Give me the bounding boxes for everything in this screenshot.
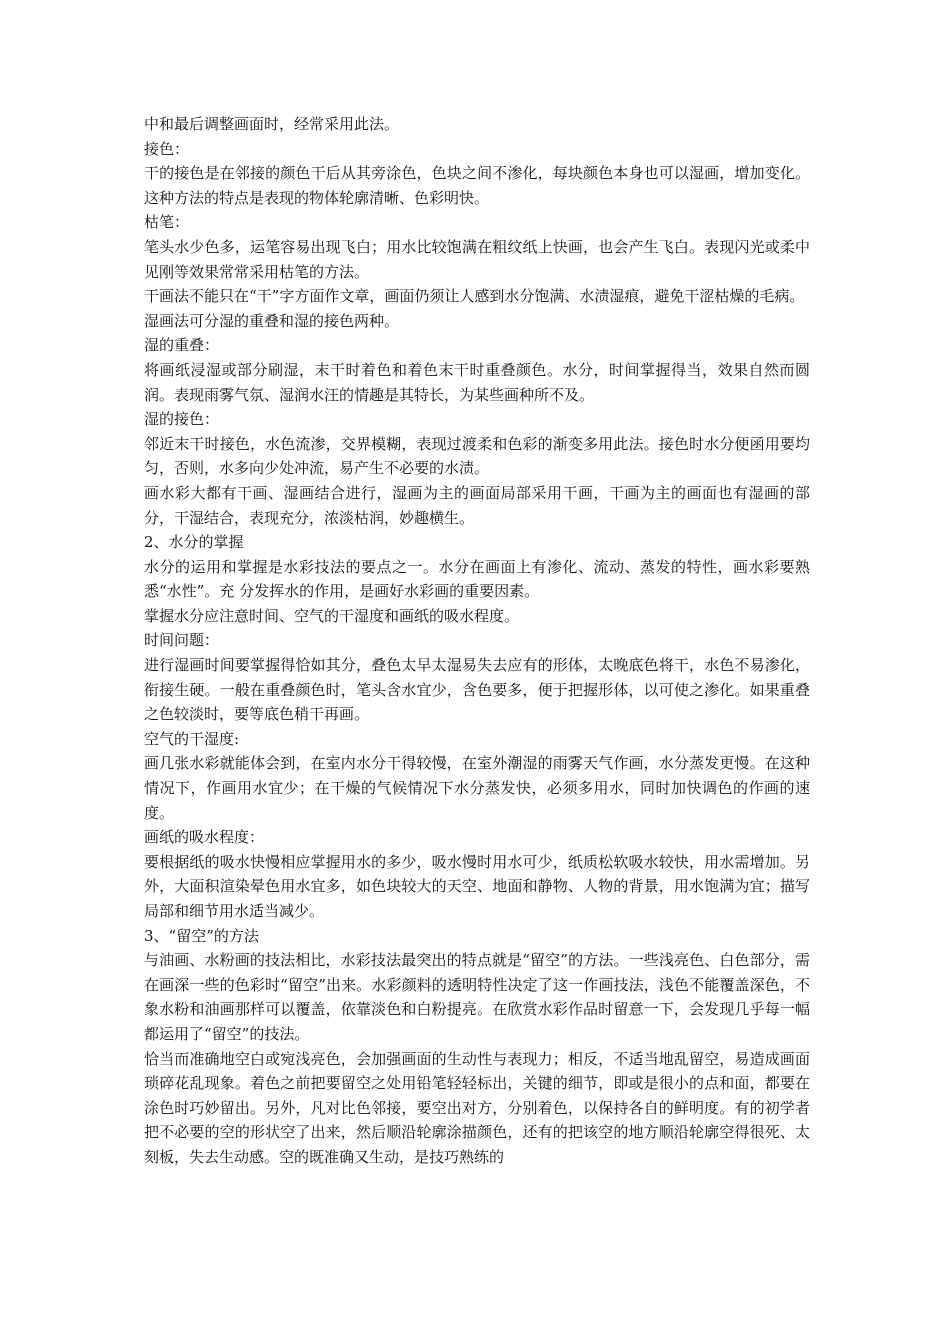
- paragraph: 将画纸浸湿或部分刷湿，末干时着色和着色末干时重叠颜色。水分，时间掌握得当，效果自然而圆润。表现雨雾气氛、湿润水汪的情趣是其特长，为某些画种所不及。: [144, 360, 810, 404]
- paragraph: 画几张水彩就能体会到，在室内水分干得较慢，在室外潮湿的雨雾天气作画，水分蒸发更慢。在这种情况下，作画用水宜少；在干燥的气候情况下水分蒸发快，必须多用水，同时加快调色的作画的速度。: [144, 754, 810, 822]
- paragraph: 邻近末干时接色，水色流渗，交界模糊，表现过渡柔和色彩的渐变多用此法。接色时水分便函用要均匀，否则，水多向少处冲流，易产生不必要的水渍。: [144, 434, 810, 478]
- paragraph: 进行湿画时间要掌握得恰如其分，叠色太早太湿易失去应有的形体，太晚底色将干，水色不易渗化，衔接生硬。一般在重叠颜色时，笔头含水宜少，含色要多，便于把握形体，以可使之渗化。如果重叠之色较淡时，要等底色稍干再画。: [144, 656, 810, 724]
- subheading-huazhi: 画纸的吸水程度：: [144, 828, 265, 847]
- subheading-shijian: 时间问题：: [144, 631, 220, 650]
- section-heading-2: 2、水分的掌握: [144, 533, 244, 552]
- subheading-shi-de-chongdie: 湿的重叠：: [144, 336, 220, 355]
- paragraph: 恰当而准确地空白或宛浅亮色，会加强画面的生动性与表现力；相反，不适当地乱留空，易造成画面琐碎花乱现象。着色之前把要留空之处用铅笔轻轻标出，关键的细节，即或是很小的点和面，都要在涂色时巧妙留出。另外，凡对比色邻接，要空出对方，分别着色，以保持各自的鲜明度。有的初学者把不必要的空的形状空了出来，然后顺沿轮廓涂描颜色，还有的把该空的地方顺沿轮廓空得很死、太刻板，失去生动感。空的既准确又生动，是技巧熟练的: [144, 1049, 810, 1166]
- subheading-jiese: 接色：: [144, 139, 190, 158]
- paragraph: 要根据纸的吸水快慢相应掌握用水的多少，吸水慢时用水可少，纸质松软吸水较快，用水需增加。另外，大面积渲染晕色用水宜多，如色块较大的天空、地面和静物、人物的背景，用水饱满为宜；描写局部和细节用水适当减少。: [144, 852, 810, 920]
- subheading-kongqi: 空气的干湿度:: [144, 729, 240, 748]
- section-heading-3: 3、“留空”的方法: [144, 926, 259, 945]
- paragraph: 干的接色是在邻接的颜色干后从其旁涂色，色块之间不渗化，每块颜色本身也可以湿画，增加变化。这种方法的特点是表现的物体轮廓清晰、色彩明快。: [144, 164, 810, 207]
- paragraph: 水分的运用和掌握是水彩技法的要点之一。水分在画面上有渗化、流动、蒸发的特性，画水彩要熟悉“水性”。充 分发挥水的作用，是画好水彩画的重要因素。: [144, 557, 810, 601]
- paragraph: 笔头水少色多，运笔容易出现飞白；用水比较饱满在粗纹纸上快画，也会产生飞白。表现闪光或柔中见刚等效果常常采用枯笔的方法。: [144, 237, 810, 281]
- paragraph: 湿画法可分湿的重叠和湿的接色两种。: [144, 311, 400, 330]
- subheading-kubi: 枯笔：: [144, 213, 190, 232]
- subheading-shi-de-jiese: 湿的接色：: [144, 410, 220, 429]
- paragraph: 干画法不能只在“干”字方面作文章，画面仍须让人感到水分饱满、水渍湿痕，避免干涩枯燥的毛病。: [144, 287, 805, 306]
- paragraph: 中和最后调整画面时，经常采用此法。: [144, 115, 400, 133]
- paragraph: 与油画、水粉画的技法相比，水彩技法最突出的特点就是“留空”的方法。一些浅亮色、白色部分，需在画深一些的色彩时“留空”出来。水彩颜料的透明特性决定了这一作画技法，浅色不能覆盖深色，不象水粉和油画那样可以覆盖，依靠淡色和白粉提亮。在欣赏水彩作品时留意一下，会发现几乎每一幅都运用了“留空”的技法。: [144, 951, 810, 1043]
- paragraph: 画水彩大都有干画、湿画结合进行，湿画为主的画面局部采用干画，干画为主的画面也有湿画的部分，干湿结合，表现充分，浓淡枯润，妙趣横生。: [144, 483, 810, 527]
- document-body: [144, 112, 810, 1170]
- paragraph: 掌握水分应注意时间、空气的干湿度和画纸的吸水程度。: [144, 606, 520, 625]
